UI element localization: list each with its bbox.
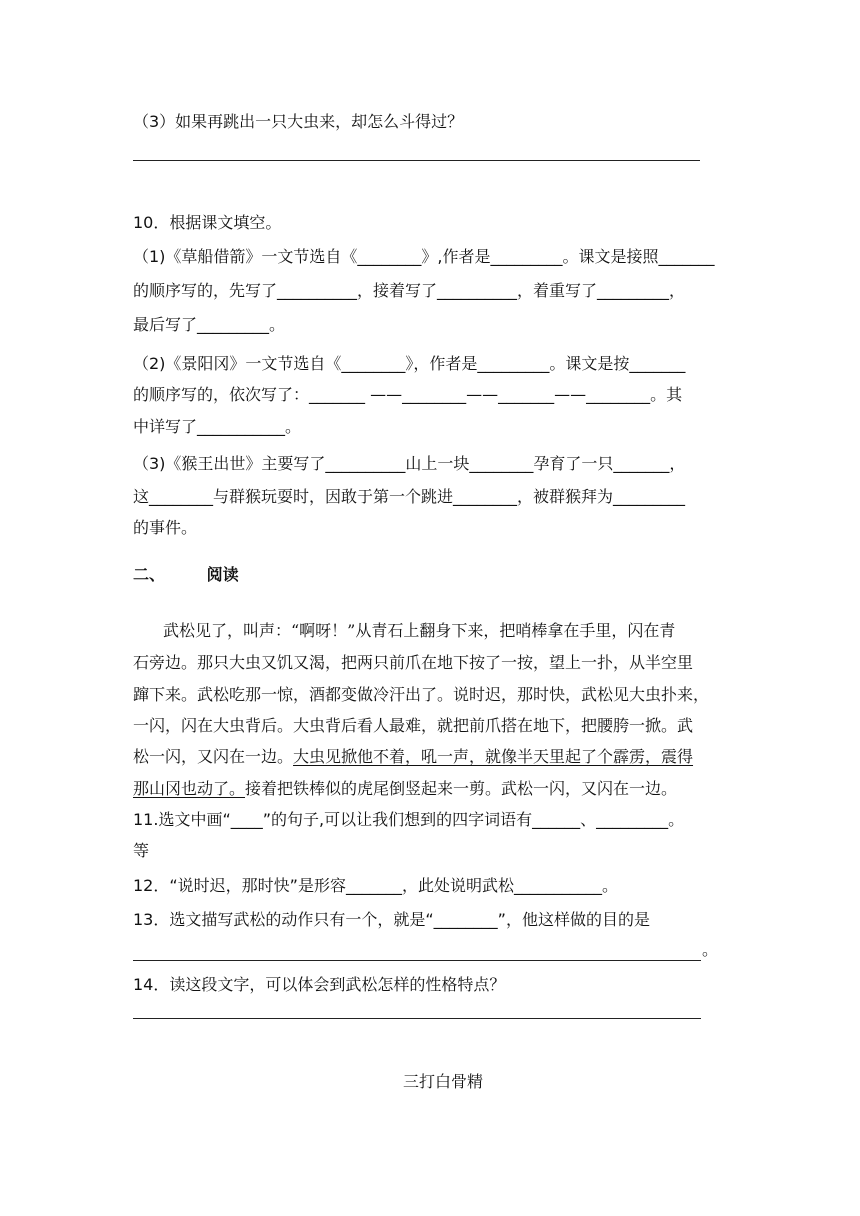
passage-text: 接着把铁棒似的虎尾倒竖起来一剪。武松一闪，又闪在一边。 [245, 779, 678, 798]
q13: 13．选文描写武松的动作只有一个，就是“________”，他这样做的目的是 [133, 910, 650, 929]
section-heading [133, 563, 239, 587]
underlined-sentence: 大虫见掀他不着，吼一声，就像半天里起了个霹雳，震得 [293, 747, 694, 766]
underlined-sentence: 那山冈也动了。 [133, 779, 246, 798]
passage-line [133, 777, 677, 801]
q10-p2-line2: 的顺序写的，依次写了：_______ ——________——_______——________。其 [133, 385, 683, 404]
q12: 12．“说时迟，那时快”是形容_______，此处说明武松___________。 [133, 876, 618, 895]
q10-p3-line1: （3)《猴王出世》主要写了__________山上一块________孕育了一只_______， [133, 454, 686, 473]
passage-line: 武松见了，叫声：“啊呀！”从青石上翻身下来，把哨棒拿在手里，闪在青 [163, 621, 676, 640]
q11-line2: 等 [133, 841, 150, 860]
section-title: 阅读 [206, 565, 239, 584]
q10-p2-line1: （2)《景阳冈》一文节选自《________》，作者是_________。课文是按_______ [133, 354, 686, 373]
q13-end: 。 [702, 940, 719, 959]
q10-p1-line2: 的顺序写的，先写了__________，接着写了__________，着重写了_________， [133, 281, 686, 300]
answer-line [133, 1018, 701, 1019]
passage-line: 蹿下来。武松吃那一惊，酒都变做冷汗出了。说时迟，那时快，武松见大虫扑来， [133, 685, 710, 704]
section-number: 二、 [133, 565, 166, 584]
q11-line1: 11.选文中画“____”的句子,可以让我们想到的四字词语有______、_________。 [133, 810, 685, 829]
q10-p3-line2: 这________与群猴玩耍时，因敢于第一个跳进________，被群猴拜为_________ [133, 487, 686, 506]
q9-part3: （3）如果再跳出一只大虫来，却怎么斗得过？ [133, 112, 464, 131]
passage-line [133, 745, 693, 769]
passage-text: 松一闪，又闪在一边。 [133, 747, 294, 766]
q10-title: 10．根据课文填空。 [133, 213, 282, 232]
q10-p3-line3: 的事件。 [133, 518, 198, 537]
q10-p2-line3: 中详写了___________。 [133, 417, 302, 436]
q14: 14．读这段文字，可以体会到武松怎样的性格特点？ [133, 975, 506, 994]
q10-p1-line3: 最后写了_________。 [133, 315, 286, 334]
passage-line: 石旁边。那只大虫又饥又渴，把两只前爪在地下按了一按，望上一扑，从半空里 [133, 653, 694, 672]
answer-line [133, 160, 700, 161]
q10-p1-line1: （1)《草船借箭》一文节选自《________》,作者是_________。课文是接照_______ [133, 247, 715, 266]
passage-line: 一闪，闪在大虫背后。大虫背后看人最难，就把前爪搭在地下，把腰胯一掀。武 [133, 716, 694, 735]
next-passage-title: 三打白骨精 [403, 1072, 484, 1091]
answer-line [133, 960, 701, 961]
